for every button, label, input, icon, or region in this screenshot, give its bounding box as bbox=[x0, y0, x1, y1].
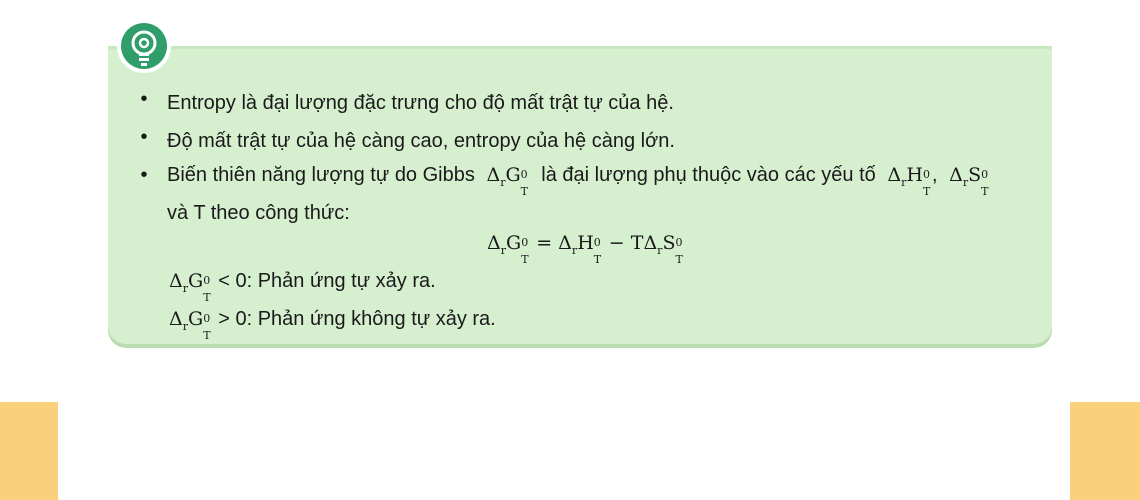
formula-ds: $\Delta_rS$ 0 T bbox=[943, 164, 989, 199]
bullet-text: Độ mất trật tự của hệ càng cao, entropy của hệ càng lớn. bbox=[167, 130, 675, 152]
bullet: • bbox=[140, 126, 148, 148]
bullet: • bbox=[140, 88, 148, 110]
bullet: • bbox=[140, 164, 148, 186]
formula-dgibbs: $\Delta_rG$ 0 T bbox=[169, 308, 211, 343]
condition-text: > 0: Phản ứng không tự xảy ra. bbox=[218, 308, 496, 331]
lightbulb-icon bbox=[116, 18, 172, 80]
equation-row bbox=[137, 228, 1047, 266]
gibbs-equation: $\Delta_rG$ 0 T = $\Delta_rH$ 0 T − $T\Delta_rS$ 0 T bbox=[487, 232, 683, 267]
formula-dh: $\Delta_rH$ 0 T bbox=[881, 164, 931, 199]
condition-row bbox=[137, 304, 1047, 342]
content bbox=[137, 84, 1047, 342]
gibbs-mid: là đại lượng phụ thuộc vào các yếu tố bbox=[541, 164, 876, 187]
formula-dgibbs: $\Delta_rG$ 0 T bbox=[480, 164, 528, 199]
condition-text: < 0: Phản ứng tự xảy ra. bbox=[218, 270, 436, 293]
comma: , bbox=[931, 164, 938, 187]
condition-row bbox=[137, 266, 1047, 304]
bullet-text bbox=[167, 160, 990, 198]
list-item-continuation bbox=[137, 198, 1047, 228]
list-item bbox=[137, 122, 1047, 160]
condition-negative bbox=[169, 266, 436, 304]
gibbs-intro: Biến thiên năng lượng tự do Gibbs bbox=[167, 164, 475, 187]
decorative-bar-left bbox=[0, 402, 58, 500]
list-item bbox=[137, 160, 1047, 198]
list-item bbox=[137, 84, 1047, 122]
condition-positive bbox=[169, 304, 496, 342]
bullet-text: Entropy là đại lượng đặc trưng cho độ mất trật tự của hệ. bbox=[167, 92, 674, 114]
gibbs-line2: và T theo công thức: bbox=[167, 202, 350, 224]
formula-dgibbs: $\Delta_rG$ 0 T bbox=[169, 270, 211, 305]
decorative-bar-right bbox=[1070, 402, 1140, 500]
